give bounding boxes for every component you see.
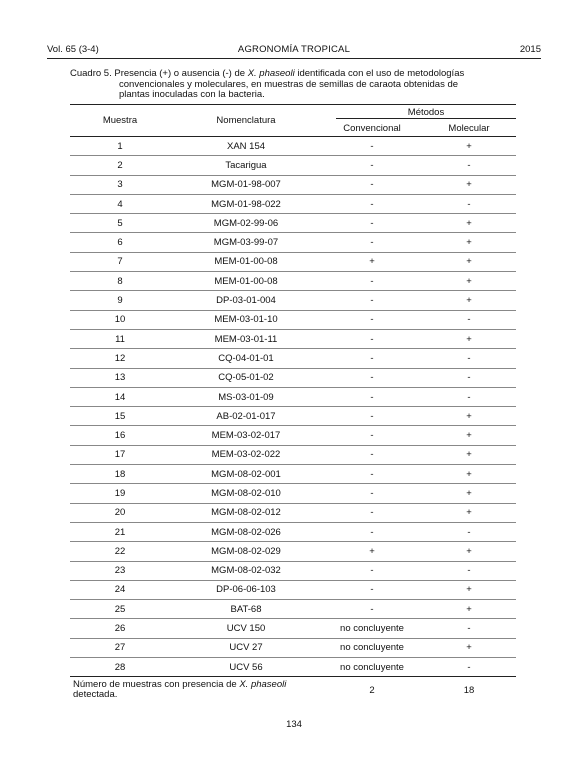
nomenclature-cell: MGM-08-02-001 (170, 465, 322, 484)
journal-title: AGRONOMÍA TROPICAL (237, 44, 351, 55)
sample-number: 6 (70, 233, 170, 252)
header-molecular: Molecular (448, 122, 490, 134)
nomenclature-cell: MEM-01-00-08 (170, 272, 322, 291)
molecular-result: - (422, 156, 516, 175)
table-row (70, 522, 516, 541)
table-row (70, 349, 516, 368)
conventional-result: - (322, 349, 422, 368)
nomenclature-cell: UCV 56 (170, 658, 322, 677)
conventional-result: - (322, 329, 422, 348)
molecular-result: - (422, 658, 516, 677)
header-methods: Métodos (336, 107, 516, 119)
table-row (70, 252, 516, 271)
nomenclature-cell: Tacarigua (170, 156, 322, 175)
totals-label-prefix: Número de muestras con presencia de (73, 678, 240, 690)
nomenclature-cell: MEM-03-02-022 (170, 445, 322, 464)
nomenclature-cell: DP-03-01-004 (170, 291, 322, 310)
nomenclature-cell: MEM-01-00-08 (170, 252, 322, 271)
nomenclature-cell: MEM-03-01-11 (170, 329, 322, 348)
sample-number: 28 (70, 658, 170, 677)
nomenclature-cell: MGM-01-98-022 (170, 194, 322, 213)
table-row (70, 561, 516, 580)
sample-number: 16 (70, 426, 170, 445)
table-body (70, 137, 516, 677)
sample-number: 8 (70, 272, 170, 291)
table-row (70, 638, 516, 657)
table-row (70, 580, 516, 599)
table-row (70, 387, 516, 406)
molecular-result: + (422, 272, 516, 291)
molecular-result: - (422, 349, 516, 368)
sample-number: 17 (70, 445, 170, 464)
table-row (70, 600, 516, 619)
conventional-result: - (322, 194, 422, 213)
table-header-row-1 (70, 105, 516, 121)
conventional-result: - (322, 484, 422, 503)
sample-number: 14 (70, 387, 170, 406)
sample-number: 19 (70, 484, 170, 503)
sample-number: 25 (70, 600, 170, 619)
year-label: 2015 (519, 44, 541, 55)
header-conventional: Convencional (343, 122, 401, 134)
nomenclature-cell: MGM-08-02-010 (170, 484, 322, 503)
conventional-result: - (322, 310, 422, 329)
nomenclature-cell: BAT-68 (170, 600, 322, 619)
nomenclature-cell: MS-03-01-09 (170, 387, 322, 406)
table-row (70, 137, 516, 156)
table-caption (70, 69, 518, 101)
conventional-result: - (322, 175, 422, 194)
conventional-result: - (322, 291, 422, 310)
table-row (70, 426, 516, 445)
molecular-result: + (422, 291, 516, 310)
nomenclature-cell: XAN 154 (170, 137, 322, 156)
conventional-result: no concluyente (322, 658, 422, 677)
sample-number: 12 (70, 349, 170, 368)
totals-conventional: 2 (369, 684, 375, 696)
conventional-result: + (322, 542, 422, 561)
table-row (70, 503, 516, 522)
conventional-result: - (322, 387, 422, 406)
sample-number: 27 (70, 638, 170, 657)
table-row (70, 214, 516, 233)
conventional-result: - (322, 214, 422, 233)
caption-line1-rest: identificada con el uso de metodologías (294, 68, 465, 79)
sample-number: 11 (70, 329, 170, 348)
conventional-result: - (322, 233, 422, 252)
sample-number: 10 (70, 310, 170, 329)
nomenclature-cell: MGM-08-02-029 (170, 542, 322, 561)
table-row (70, 445, 516, 464)
molecular-result: - (422, 619, 516, 638)
table-row (70, 310, 516, 329)
caption-species: X. phaseoli (247, 68, 295, 79)
nomenclature-cell: MGM-08-02-012 (170, 503, 322, 522)
sample-number: 2 (70, 156, 170, 175)
sample-number: 20 (70, 503, 170, 522)
molecular-result: - (422, 522, 516, 541)
conventional-result: - (322, 272, 422, 291)
totals-label-line2: detectada. (73, 689, 118, 701)
totals-label-species: X. phaseoli (239, 678, 287, 690)
table-row (70, 329, 516, 348)
totals-label (70, 677, 322, 704)
header-sample: Muestra (70, 105, 170, 137)
molecular-result: + (422, 426, 516, 445)
molecular-result: - (422, 387, 516, 406)
sample-number: 23 (70, 561, 170, 580)
table-row (70, 175, 516, 194)
molecular-result: + (422, 214, 516, 233)
conventional-result: - (322, 503, 422, 522)
page-number: 134 (286, 719, 302, 730)
conventional-result: - (322, 368, 422, 387)
sample-number: 24 (70, 580, 170, 599)
nomenclature-cell: MEM-03-02-017 (170, 426, 322, 445)
sample-number: 5 (70, 214, 170, 233)
sample-number: 18 (70, 465, 170, 484)
sample-number: 4 (70, 194, 170, 213)
table-row (70, 368, 516, 387)
table-row (70, 407, 516, 426)
nomenclature-cell: UCV 27 (170, 638, 322, 657)
table-row (70, 658, 516, 677)
molecular-result: - (422, 561, 516, 580)
molecular-result: - (422, 368, 516, 387)
molecular-result: + (422, 638, 516, 657)
conventional-result: no concluyente (322, 638, 422, 657)
sample-number: 26 (70, 619, 170, 638)
header-methods-group (322, 105, 516, 121)
conventional-result: - (322, 522, 422, 541)
nomenclature-cell: MGM-01-98-007 (170, 175, 322, 194)
table-row (70, 542, 516, 561)
nomenclature-cell: MGM-08-02-032 (170, 561, 322, 580)
sample-number: 22 (70, 542, 170, 561)
caption-prefix: Cuadro 5. Presencia (+) o ausencia (-) de (70, 68, 248, 79)
conventional-result: - (322, 426, 422, 445)
nomenclature-cell: MEM-03-01-10 (170, 310, 322, 329)
nomenclature-cell: UCV 150 (170, 619, 322, 638)
table-row (70, 465, 516, 484)
nomenclature-cell: DP-06-06-103 (170, 580, 322, 599)
table-row (70, 272, 516, 291)
sample-number: 9 (70, 291, 170, 310)
sample-number: 1 (70, 137, 170, 156)
molecular-result: - (422, 310, 516, 329)
table-row (70, 233, 516, 252)
table-row (70, 484, 516, 503)
molecular-result: + (422, 542, 516, 561)
conventional-result: - (322, 156, 422, 175)
table-row (70, 619, 516, 638)
table-row (70, 156, 516, 175)
nomenclature-cell: AB-02-01-017 (170, 407, 322, 426)
molecular-result: + (422, 329, 516, 348)
conventional-result: - (322, 465, 422, 484)
table-row (70, 291, 516, 310)
caption-line-1 (70, 69, 518, 80)
molecular-result: + (422, 600, 516, 619)
conventional-result: - (322, 445, 422, 464)
molecular-result: + (422, 137, 516, 156)
running-header (47, 44, 541, 59)
conventional-result: - (322, 600, 422, 619)
header-nomenclature: Nomenclatura (170, 105, 322, 137)
sample-number: 21 (70, 522, 170, 541)
molecular-result: + (422, 484, 516, 503)
conventional-result: - (322, 580, 422, 599)
sample-number: 13 (70, 368, 170, 387)
molecular-result: + (422, 580, 516, 599)
caption-line-2: convencionales y moleculares, en muestras de semillas de caraota obtenidas de (119, 78, 459, 90)
molecular-result: + (422, 233, 516, 252)
sample-number: 15 (70, 407, 170, 426)
conventional-result: - (322, 137, 422, 156)
nomenclature-cell: CQ-05-01-02 (170, 368, 322, 387)
totals-row (70, 677, 516, 704)
table-row (70, 194, 516, 213)
molecular-result: + (422, 407, 516, 426)
results-table (70, 104, 516, 703)
molecular-result: - (422, 194, 516, 213)
nomenclature-cell: CQ-04-01-01 (170, 349, 322, 368)
sample-number: 3 (70, 175, 170, 194)
conventional-result: - (322, 561, 422, 580)
totals-molecular: 18 (463, 684, 475, 696)
sample-number: 7 (70, 252, 170, 271)
molecular-result: + (422, 175, 516, 194)
conventional-result: no concluyente (322, 619, 422, 638)
nomenclature-cell: MGM-08-02-026 (170, 522, 322, 541)
volume-label: Vol. 65 (3-4) (47, 44, 99, 55)
nomenclature-cell: MGM-03-99-07 (170, 233, 322, 252)
conventional-result: - (322, 407, 422, 426)
caption-line-3: plantas inoculadas con la bacteria. (119, 89, 265, 101)
molecular-result: + (422, 503, 516, 522)
conventional-result: + (322, 252, 422, 271)
molecular-result: + (422, 252, 516, 271)
molecular-result: + (422, 445, 516, 464)
molecular-result: + (422, 465, 516, 484)
nomenclature-cell: MGM-02-99-06 (170, 214, 322, 233)
